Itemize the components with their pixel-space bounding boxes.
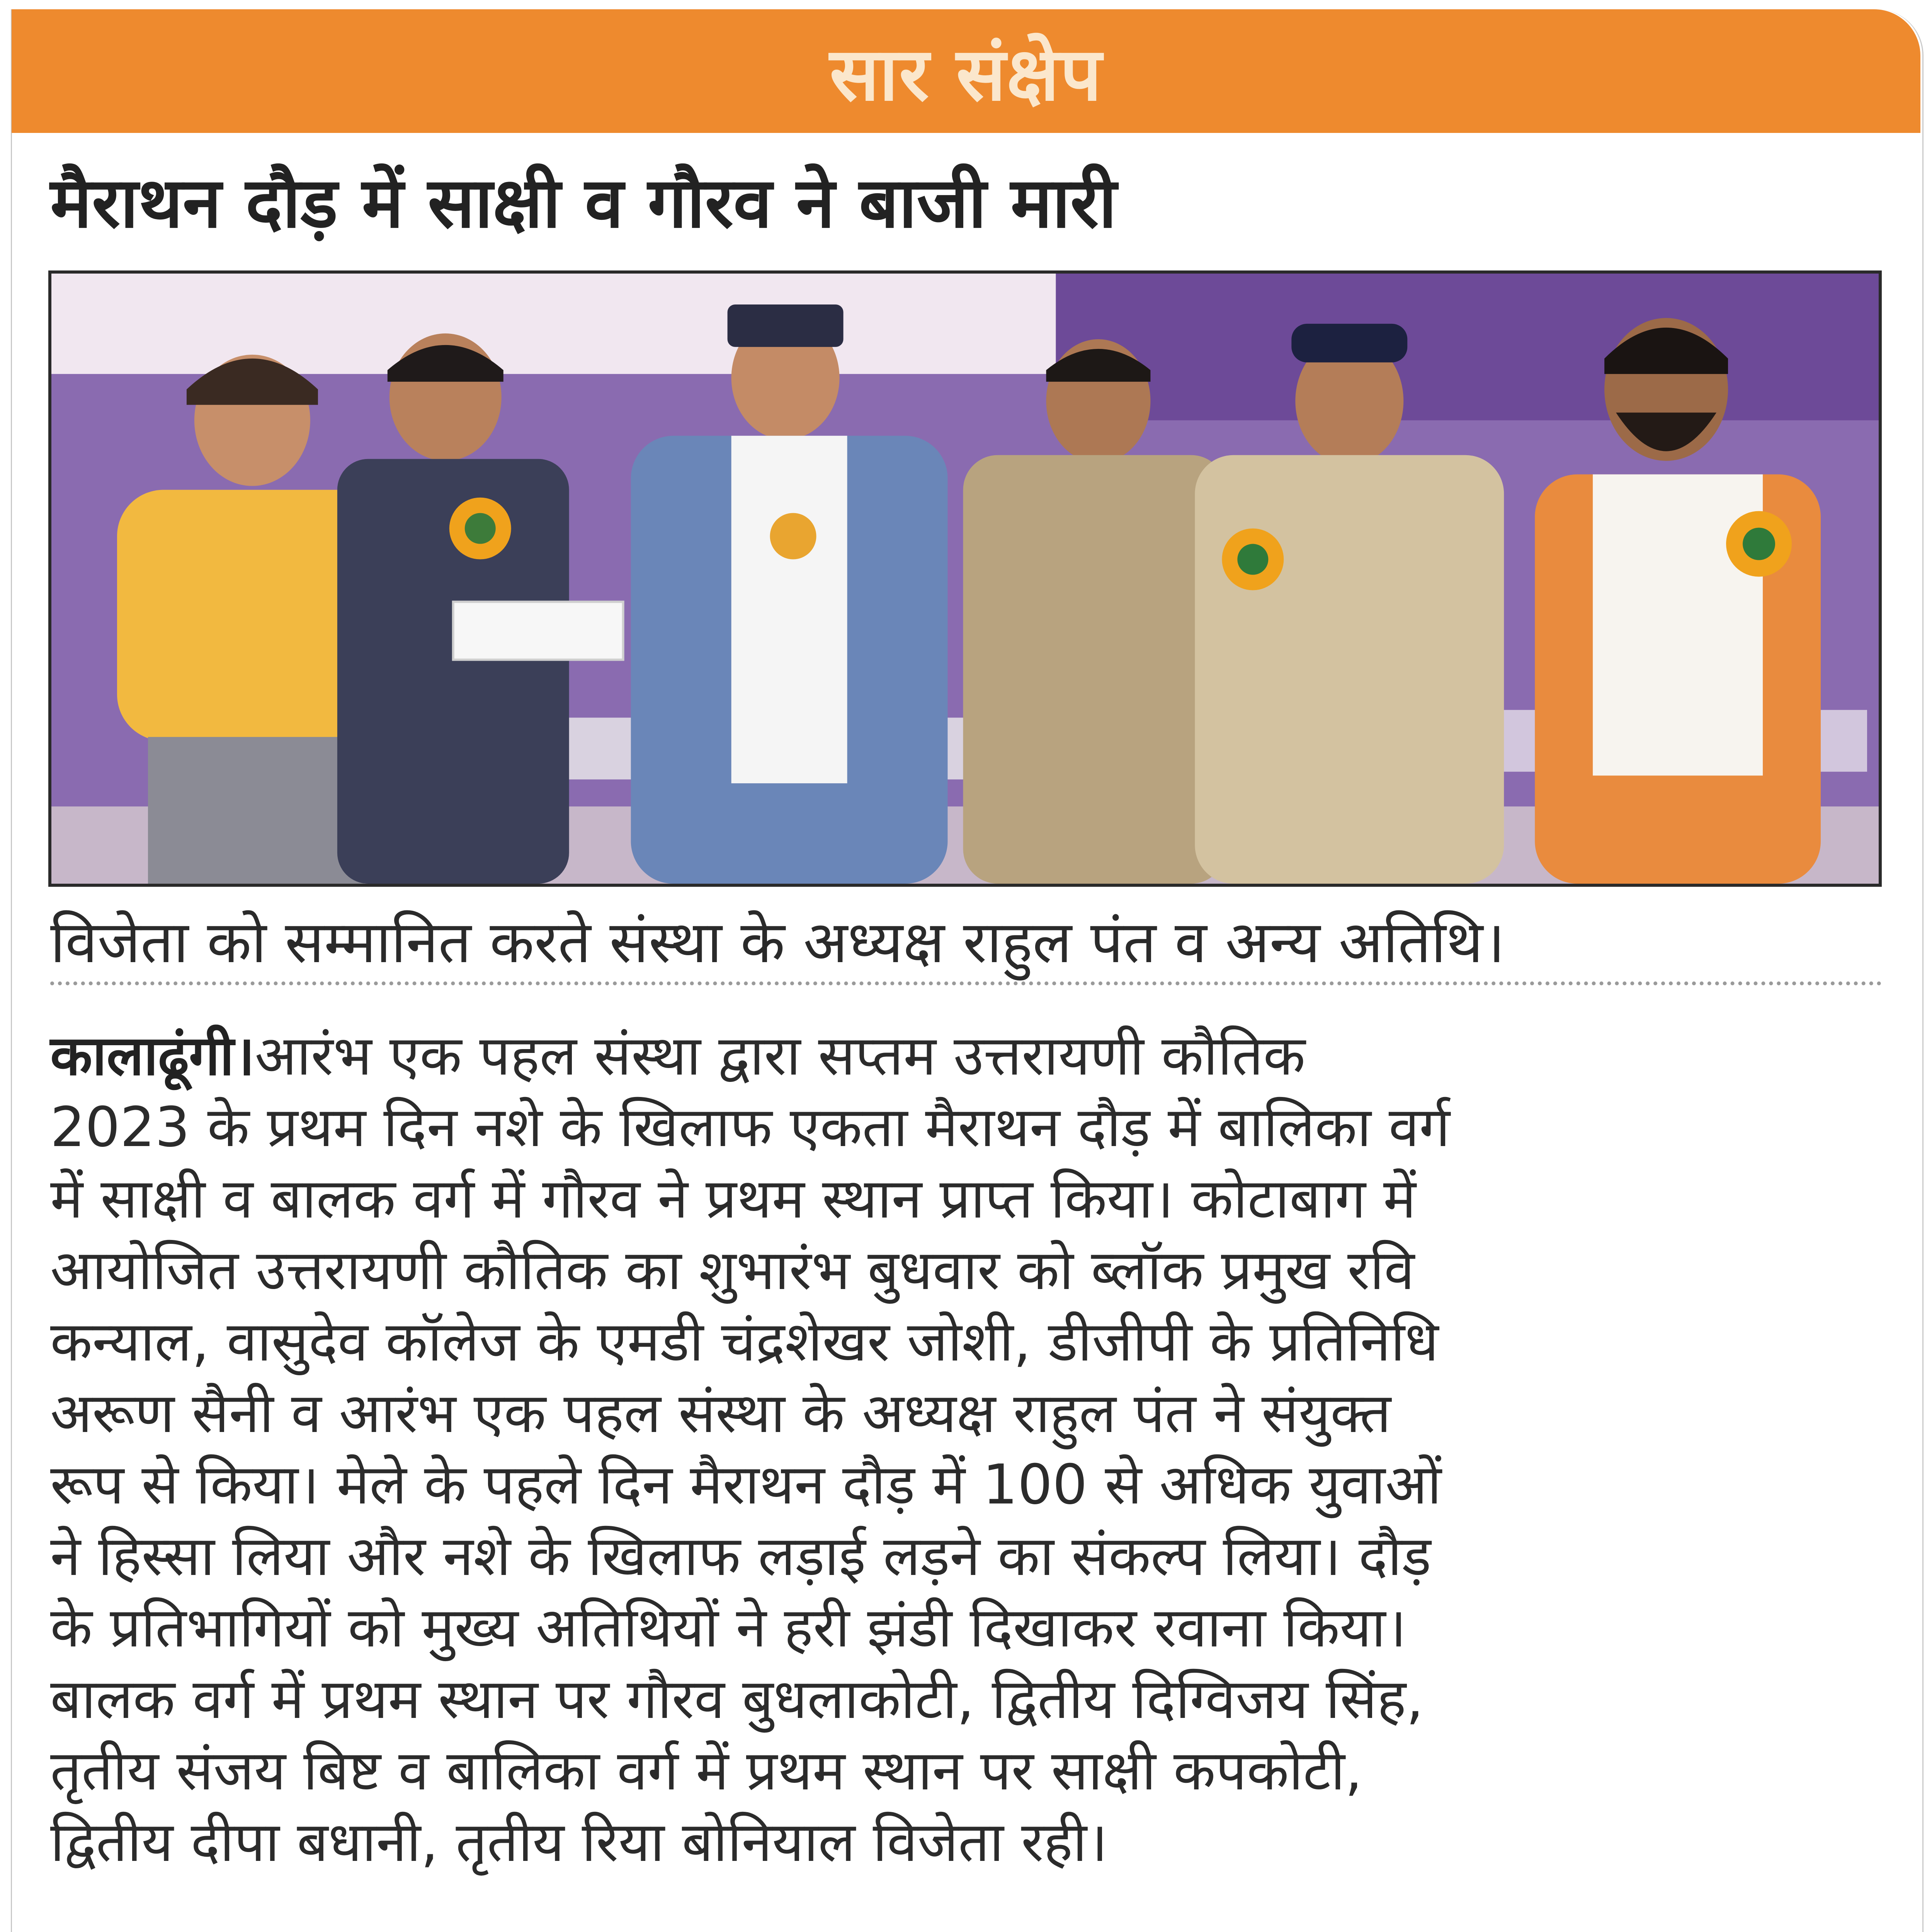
photo-caption: विजेता को सम्मानित करते संस्था के अध्यक्ष राहुल पंत व अन्य अतिथि।: [50, 909, 1505, 976]
body-line: तृतीय संजय बिष्ट व बालिका वर्ग में प्रथम स्थान पर साक्षी कपकोटी,: [50, 1739, 1362, 1803]
section-title: सार संक्षेप: [829, 31, 1103, 117]
article-photo: [48, 270, 1882, 887]
body-line: अरूण सैनी व आरंभ एक पहल संस्था के अध्यक्ष राहुल पंत ने संयुक्त: [50, 1381, 1391, 1445]
photo-illustration: [51, 274, 1879, 884]
body-line: कन्याल, वासुदेव कॉलेज के एमडी चंद्रशेखर जोशी, डीजीपी के प्रतिनिधि: [50, 1310, 1439, 1374]
body-line: 2023 के प्रथम दिन नशे के खिलाफ एकता मैराथन दौड़ में बालिका वर्ग: [50, 1095, 1450, 1159]
section-banner: [12, 9, 1920, 133]
body-line: के प्रतिभागियों को मुख्य अतिथियों ने हरी झंडी दिखाकर रवाना किया।: [50, 1596, 1407, 1660]
body-line: आयोजित उत्तरायणी कौतिक का शुभारंभ बुधवार को ब्लॉक प्रमुख रवि: [50, 1238, 1415, 1302]
body-line: द्वितीय दीपा बधानी, तृतीय रिया बोनियाल विजेता रही।: [50, 1810, 1108, 1874]
article-body: [50, 1020, 1889, 1878]
dateline: कालाढूंगी।: [50, 1024, 255, 1088]
body-line: ने हिस्सा लिया और नशे के खिलाफ लड़ाई लड़ने का संकल्प लिया। दौड़: [50, 1524, 1431, 1588]
body-line-text: आरंभ एक पहल संस्था द्वारा सप्तम उत्तरायणी कौतिक: [255, 1024, 1306, 1088]
body-line: रूप से किया। मेले के पहले दिन मैराथन दौड़ में 100 से अधिक युवाओं: [50, 1453, 1442, 1517]
caption-divider: [50, 981, 1882, 985]
body-line: बालक वर्ग में प्रथम स्थान पर गौरव बुधलाकोटी, द्वितीय दिग्विजय सिंह,: [50, 1667, 1424, 1731]
article-headline: मैराथन दौड़ में साक्षी व गौरव ने बाजी मारी: [50, 163, 1117, 243]
body-line: [50, 1020, 1889, 1092]
award-envelope: [453, 602, 623, 660]
body-line: में साक्षी व बालक वर्ग में गौरव ने प्रथम स्थान प्राप्त किया। कोटाबाग में: [50, 1167, 1416, 1231]
